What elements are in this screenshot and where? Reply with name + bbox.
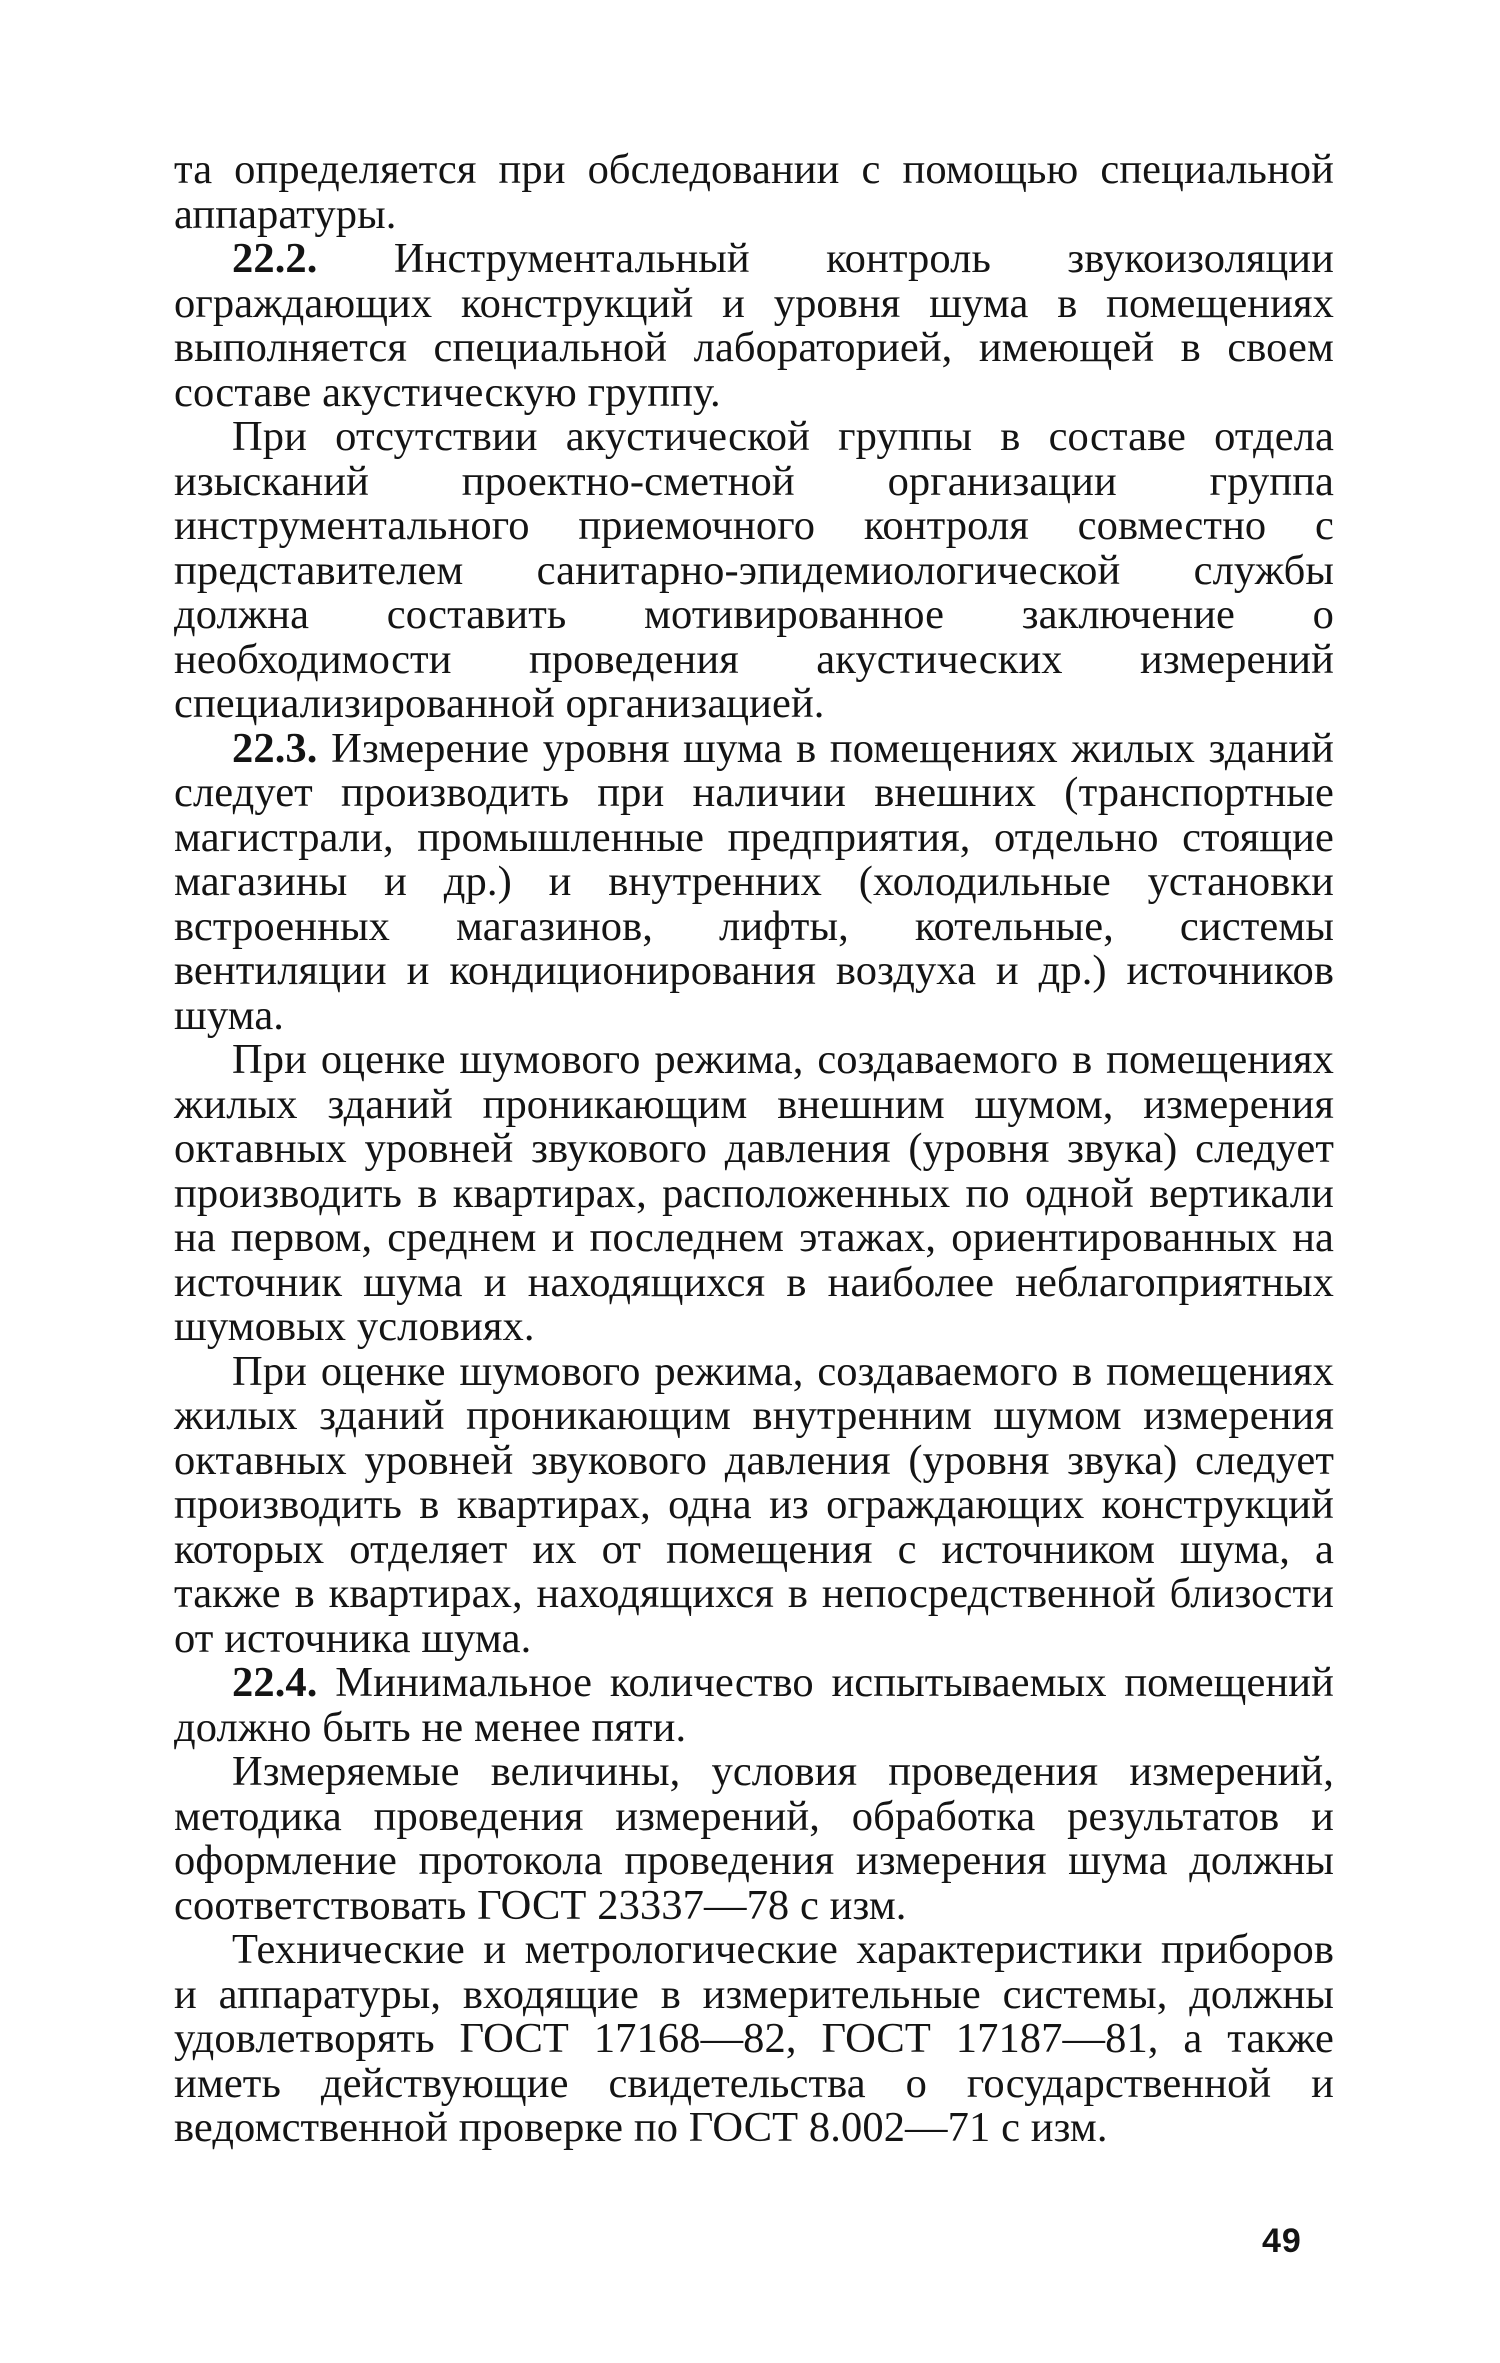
paragraph-22-3 <box>174 724 1334 1039</box>
paragraph-external-noise <box>174 1038 1334 1350</box>
paragraph-text: Измерение уровня шума в помещениях жилых зданий следует производить при наличии внешних (транспортные магистрали, промышленные предприятия, отдельно стоящие магазины и др.) и внутренних (холодильные установки встроенных магазинов, лифты, котельные, системы вентиляции и кондиционирования воздуха и др.) источников шума. <box>174 724 1334 1039</box>
paragraph-text: При отсутствии акустической группы в составе отдела изысканий проектно-сметной организации группа инструментального приемочного контроля совместно с представителем санитарно-эпидемиологической службы должна составить мотивированное заключение о необходимости проведения акустических измерений специализированной организацией. <box>174 413 1334 727</box>
paragraph-22-4 <box>174 1661 1334 1750</box>
paragraph-acoustic-group <box>174 415 1334 727</box>
section-number: 22.4. <box>232 1659 318 1706</box>
paragraph-internal-noise <box>174 1347 1334 1662</box>
section-number: 22.3. <box>232 724 318 772</box>
paragraph-text: Минимальное количество испытываемых помещений должно быть не менее пяти. <box>174 1659 1334 1751</box>
paragraph-text: При оценке шумового режима, создаваемого в помещениях жилых зданий проникающим внешним шумом, измерения октавных уровней звукового давления (уровня звука) следует производить в квартирах, расположенных по одной вертикали на первом, среднем и последнем этажах, ориентированных на источник шума и находящихся в наиболее неблагоприятных шумовых условиях. <box>174 1036 1334 1350</box>
paragraph-text: Инструментальный контроль звукоизоляции ограждающих конструкций и уровня шума в помещениях выполняется специальной лабораторией, имеющей в своем составе акустическую группу. <box>174 235 1334 416</box>
paragraph-continuation <box>174 148 1334 237</box>
paragraph-instrument-specs <box>174 1928 1334 2151</box>
paragraph-text: При оценке шумового режима, создаваемого в помещениях жилых зданий проникающим внутренним шумом измерения октавных уровней звукового давления (уровня звука) следует производить в квартирах, одна из ограждающих конструкций которых отделяет их от помещения с источником шума, а также в квартирах, находящихся в непосредственной близости от источника шума. <box>174 1347 1334 1662</box>
section-number: 22.2. <box>232 235 318 282</box>
document-page <box>174 148 1334 2151</box>
page-number: 49 <box>1262 2222 1302 2260</box>
paragraph-22-2 <box>174 237 1334 415</box>
paragraph-text: та определяется при обследовании с помощью специальной аппаратуры. <box>174 146 1334 238</box>
paragraph-text: Измеряемые величины, условия проведения измерений, методика проведения измерений, обработка результатов и оформление протокола проведения измерения шума должны соответствовать ГОСТ 23337—78 с изм. <box>174 1748 1334 1929</box>
paragraph-measured-values <box>174 1750 1334 1928</box>
paragraph-text: Технические и метрологические характеристики приборов и аппаратуры, входящие в измерительные системы, должны удовлетворять ГОСТ 17168—82, ГОСТ 17187—81, а также иметь действующие свидетельства о государственной и ведомственной проверке по ГОСТ 8.002—71 с изм. <box>174 1926 1334 2151</box>
